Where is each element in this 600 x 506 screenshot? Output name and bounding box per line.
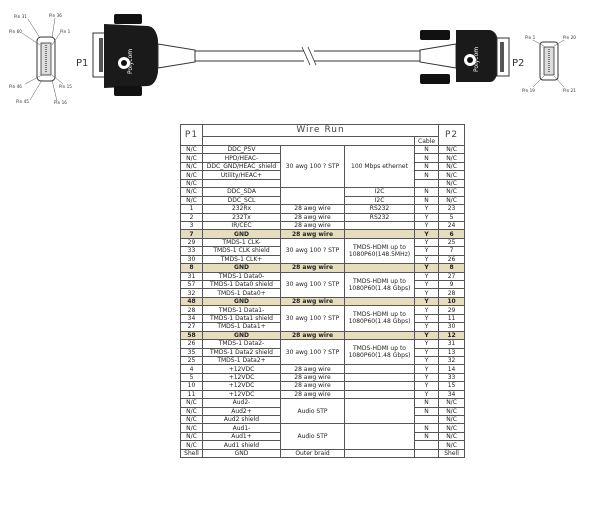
p1-pin-label-brr: Pin 16 [54, 100, 67, 105]
header-cable: Cable [415, 137, 439, 146]
table-row: 2 232Tx 28 awg wire RS232 Y 5 [181, 213, 465, 221]
table-row: 3 IR/CEC 28 awg wire Y 24 [181, 221, 465, 229]
p1-pin-label-bl: Pin 45 [16, 99, 29, 104]
p1-pin-label-tl: Pin 31 [14, 14, 27, 19]
table-row: N/C Aud2- Audio STP N N/C [181, 399, 465, 407]
table-row: 57 TMDS-1 Data0 shield Y 9 [181, 281, 465, 289]
table-header-row [181, 125, 465, 137]
table-row: 11 +12VDC 28 awg wire Y 34 [181, 390, 465, 398]
table-row: 5 +12VDC 28 awg wire Y 33 [181, 373, 465, 381]
header-p1: P1 [181, 125, 203, 146]
p1-pinout-face [9, 13, 72, 105]
table-row: 32 TMDS-1 Data0+ Y 28 [181, 289, 465, 297]
p2-pinout-face [522, 35, 576, 93]
table-row: 4 +12VDC 28 awg wire Y 14 [181, 365, 465, 373]
table-row-gnd: 8 GND 28 awg wire Y 8 [181, 264, 465, 272]
p2-pin-label-tl: Pin 1 [525, 35, 536, 40]
table-row: 34 TMDS-1 Data1 shield Y 11 [181, 314, 465, 322]
p1-pin-label-bll: Pin 46 [9, 84, 22, 89]
header-title: Wire Run [203, 125, 439, 137]
p2-label: P2 [512, 58, 525, 69]
table-row: 25 TMDS-1 Data2+ Y 32 [181, 356, 465, 364]
p1-pin-label-tr: Pin 36 [49, 13, 62, 18]
table-row: 33 TMDS-1 CLK shield Y 7 [181, 247, 465, 255]
p1-pin-label-ml: Pin 60 [9, 29, 22, 34]
p2-brand-text: Polycom [473, 46, 480, 72]
table-row: N/C Aud1- Audio STP N N/C [181, 424, 465, 432]
table-row: N/C DDC_P5V 30 awg 100 ? STP 100 Mbps ethernet N N/C [181, 146, 465, 154]
wire-run-table [180, 124, 465, 458]
table-row: 10 +12VDC 28 awg wire Y 15 [181, 382, 465, 390]
table-row: N/C DDC_SCL I2C N N/C [181, 196, 465, 204]
table-row: N/C Utility/HEAC+ N N/C [181, 171, 465, 179]
p2-pin-label-tr: Pin 20 [563, 35, 576, 40]
cable-assembly-drawing [0, 0, 600, 120]
p1-pin-label-br: Pin 15 [59, 84, 72, 89]
table-row: Shell GND Outer braid Shell [181, 449, 465, 457]
table-row: N/C Aud1 shield N/C [181, 441, 465, 449]
table-row: 29 TMDS-1 CLK- 30 awg 100 ? STP TMDS-HDMI up to 1080P60(148.5MHz) Y 25 [181, 238, 465, 246]
p2-pin-label-bl: Pin 19 [522, 88, 535, 93]
p1-pin-label-mr: Pin 1 [60, 29, 71, 34]
table-row: 1 232Rx 28 awg wire RS232 Y 23 [181, 205, 465, 213]
table-row: N/C Aud2 shield N/C [181, 416, 465, 424]
table-subheader-row [181, 137, 465, 146]
table-row: N/C HPD/HEAC- N N/C [181, 154, 465, 162]
p2-pin-label-br: Pin 21 [563, 88, 576, 93]
cable-line [195, 47, 420, 65]
table-row: 31 TMDS-1 Data0- 30 awg 100 ? STP TMDS-HDMI up to 1080P60(1.48 Gbps) Y 27 [181, 272, 465, 280]
table-row-gnd: 58 GND 28 awg wire Y 12 [181, 331, 465, 339]
table-row: 30 TMDS-1 CLK+ Y 26 [181, 255, 465, 263]
header-p2: P2 [439, 125, 465, 146]
p1-label: P1 [76, 58, 89, 69]
p1-brand-text: Polycom [127, 48, 134, 74]
table-row: 28 TMDS-1 Data1- 30 awg 100 ? STP TMDS-HDMI up to 1080P60(1.48 Gbps) Y 29 [181, 306, 465, 314]
table-row: N/C Aud1+ N N/C [181, 432, 465, 440]
table-row: N/C DDC_SDA I2C N N/C [181, 188, 465, 196]
table-row: N/C DDC_GND/HEAC_shield N N/C [181, 162, 465, 170]
table-row: 35 TMDS-1 Data2 shield Y 13 [181, 348, 465, 356]
p1-plug [93, 14, 195, 96]
table-row: N/C Aud2+ N N/C [181, 407, 465, 415]
table-row: 27 TMDS-1 Data1+ Y 30 [181, 323, 465, 331]
table-row-gnd: 7 GND 28 awg wire Y 6 [181, 230, 465, 238]
table-row-gnd: 48 GND 28 awg wire Y 10 [181, 297, 465, 305]
p2-plug [420, 30, 509, 84]
table-row: 26 TMDS-1 Data2- 30 awg 100 ? STP TMDS-HDMI up to 1080P60(1.48 Gbps) Y 31 [181, 340, 465, 348]
table-row: N/C N/C [181, 179, 465, 187]
